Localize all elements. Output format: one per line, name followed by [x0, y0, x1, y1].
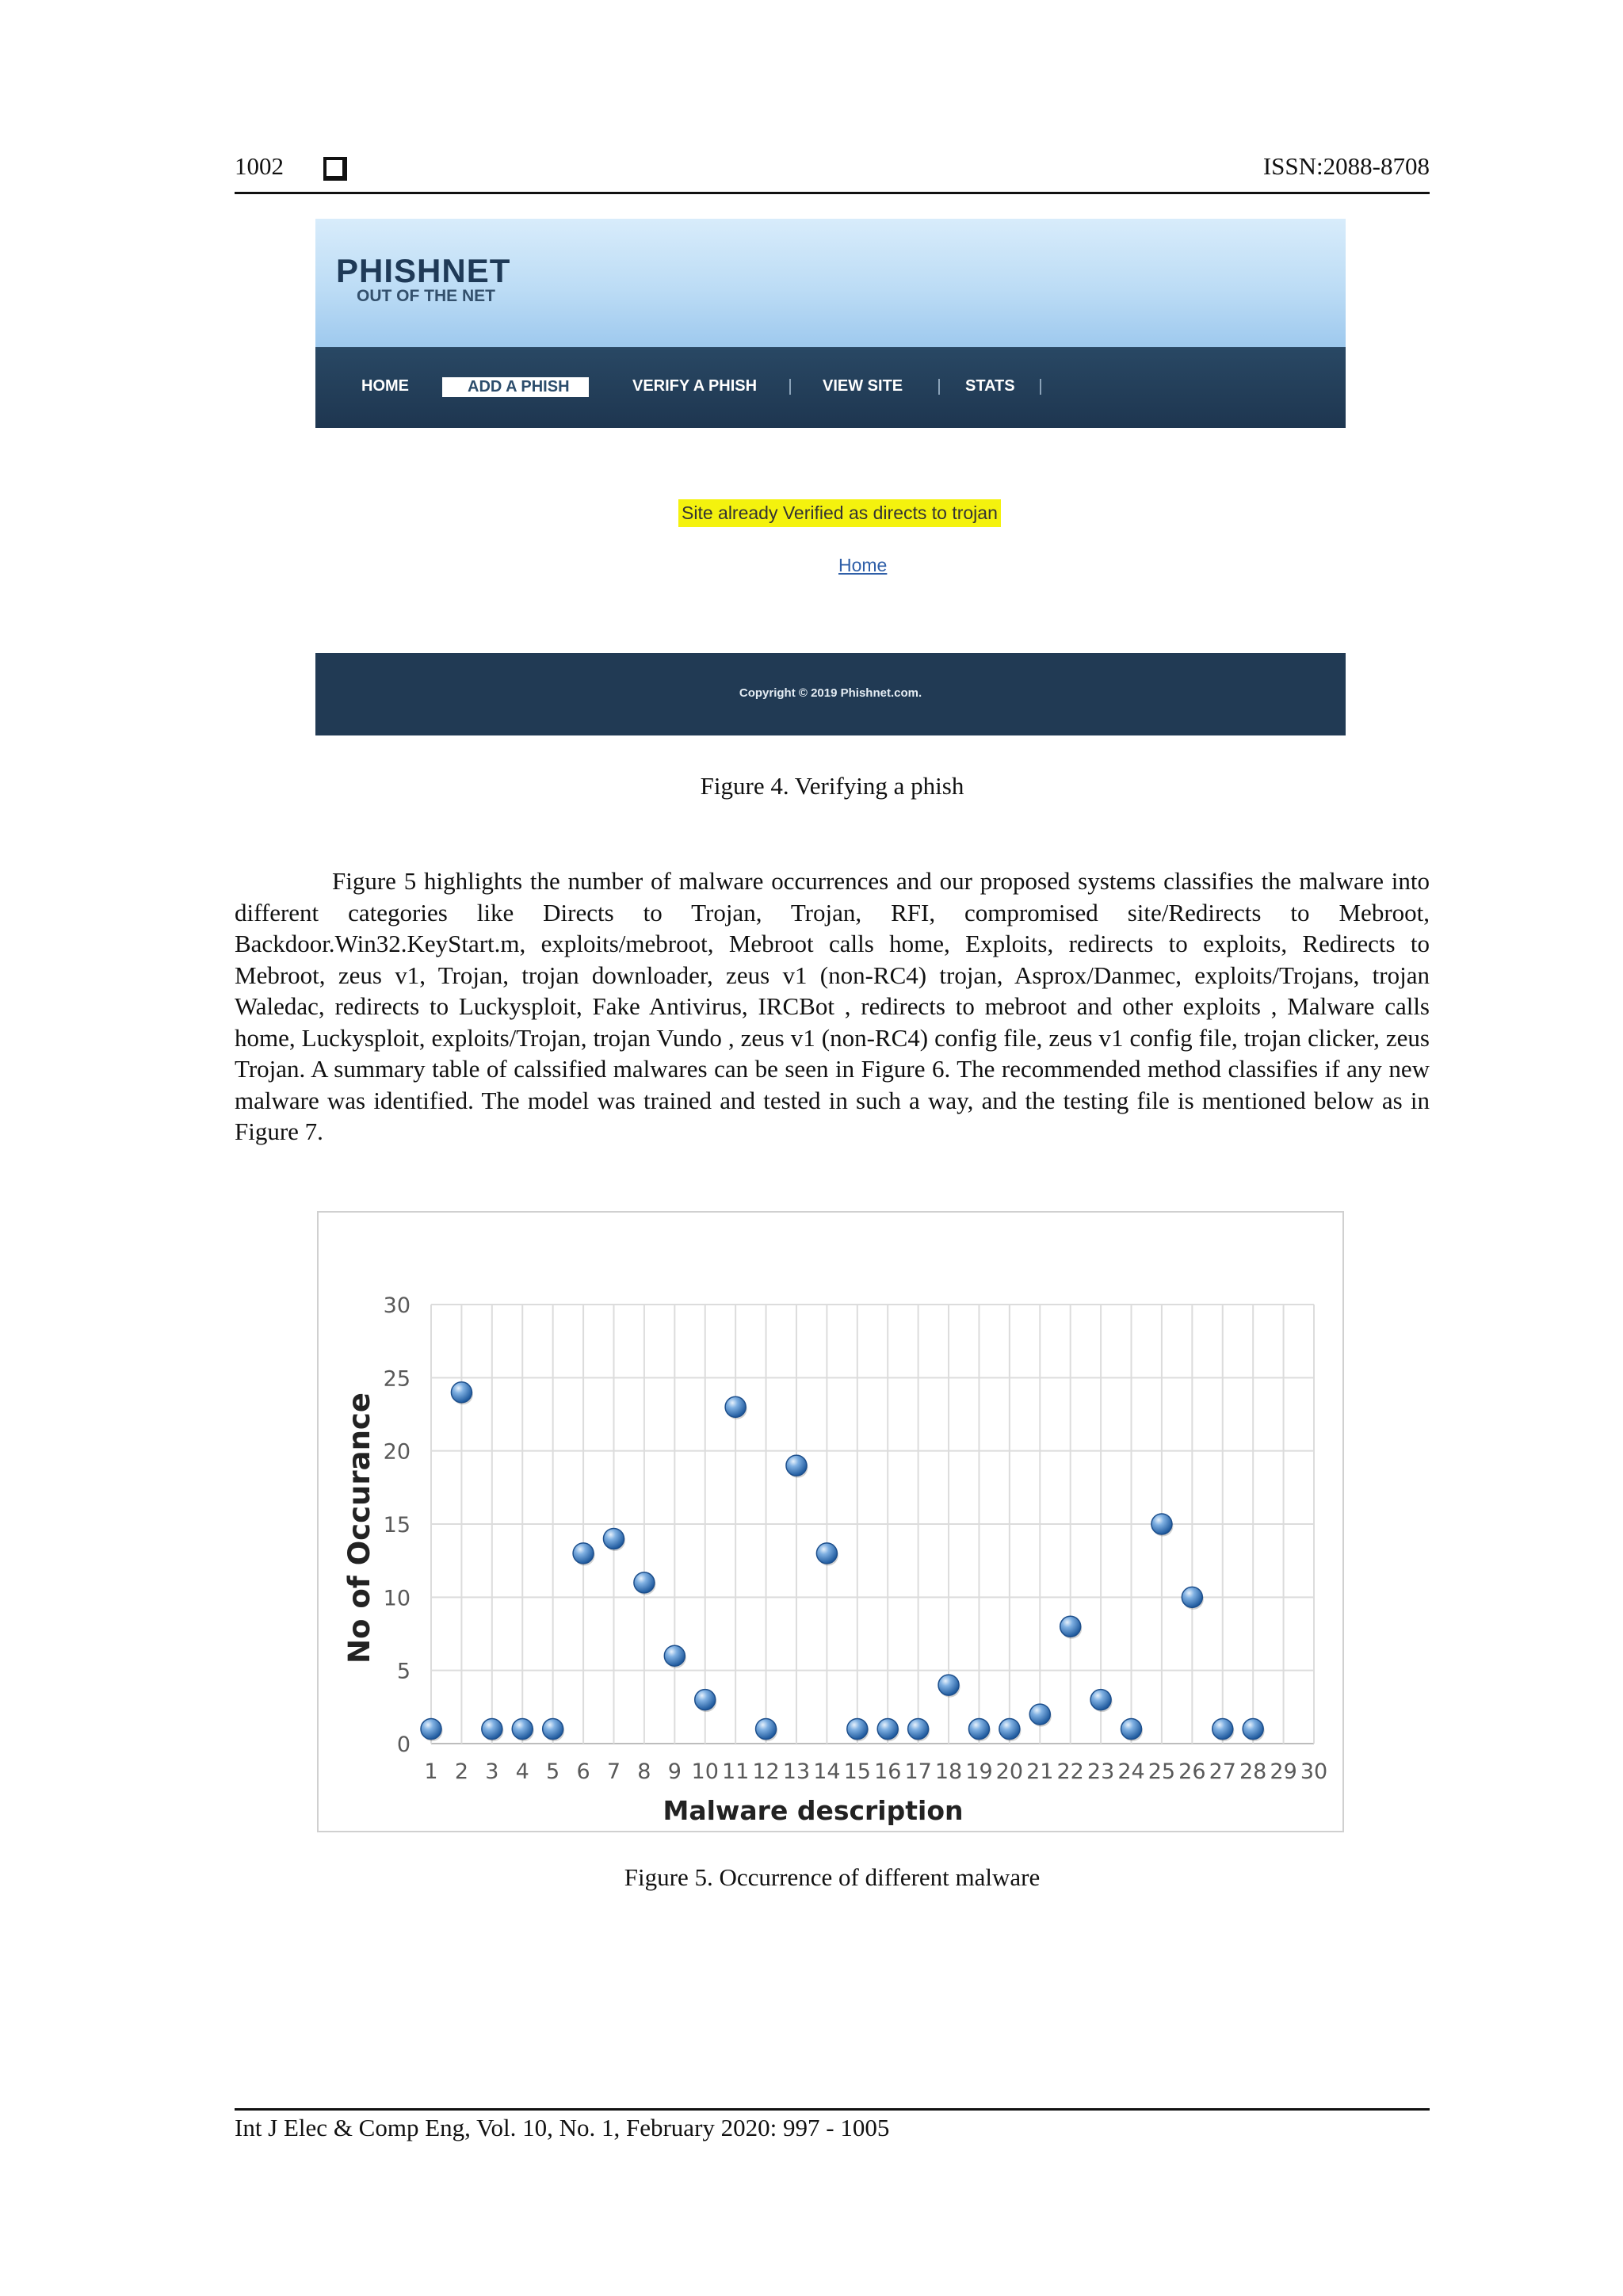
data-point — [1212, 1719, 1233, 1740]
data-point — [451, 1382, 472, 1403]
x-tick-label: 21 — [1026, 1759, 1054, 1784]
data-point — [1121, 1719, 1142, 1740]
y-tick-label: 5 — [396, 1659, 411, 1684]
x-tick-label: 28 — [1239, 1759, 1267, 1784]
data-point — [938, 1675, 959, 1695]
home-link[interactable]: Home — [838, 555, 888, 575]
y-tick-label: 20 — [383, 1439, 411, 1465]
y-tick-label: 25 — [383, 1366, 411, 1392]
x-tick-label: 27 — [1209, 1759, 1236, 1784]
x-tick-label: 8 — [637, 1759, 651, 1784]
data-point — [756, 1719, 777, 1740]
nav-stats[interactable]: STATS — [965, 377, 1015, 395]
data-point — [877, 1719, 898, 1740]
nav-separator — [1040, 379, 1041, 395]
data-point — [664, 1645, 685, 1666]
x-tick-label: 11 — [721, 1759, 750, 1784]
data-point — [512, 1719, 533, 1740]
x-tick-label: 18 — [934, 1759, 963, 1784]
site-tagline: OUT OF THE NET — [357, 287, 495, 305]
figure-4-screenshot — [315, 219, 1346, 735]
data-point — [1243, 1719, 1263, 1740]
data-point — [695, 1690, 716, 1710]
data-point — [908, 1719, 929, 1740]
y-tick-label: 30 — [383, 1293, 411, 1318]
x-tick-label: 2 — [454, 1759, 469, 1784]
footer-rule — [235, 2108, 1430, 2111]
data-point — [543, 1719, 563, 1740]
nav-verify-a-phish[interactable]: VERIFY A PHISH — [632, 377, 758, 395]
data-point — [1060, 1616, 1081, 1637]
data-point — [1090, 1690, 1111, 1710]
site-copyright: Copyright © 2019 Phishnet.com. — [739, 686, 922, 700]
site-footer — [315, 653, 1346, 735]
x-tick-label: 12 — [752, 1759, 780, 1784]
data-point — [1151, 1514, 1172, 1534]
x-tick-label: 10 — [691, 1759, 719, 1784]
x-tick-label: 4 — [515, 1759, 529, 1784]
y-axis-label: No of Occurance — [342, 1392, 376, 1664]
x-tick-label: 14 — [813, 1759, 841, 1784]
data-point — [816, 1543, 837, 1564]
x-axis-label: Malware description — [663, 1795, 964, 1826]
x-tick-label: 17 — [904, 1759, 932, 1784]
data-point — [847, 1719, 868, 1740]
x-tick-label: 29 — [1270, 1759, 1297, 1784]
x-tick-label: 23 — [1086, 1759, 1115, 1784]
x-tick-label: 30 — [1300, 1759, 1328, 1784]
x-tick-label: 16 — [874, 1759, 902, 1784]
x-tick-label: 26 — [1178, 1759, 1206, 1784]
nav-add-a-phish[interactable]: ADD A PHISH — [442, 377, 589, 397]
nav-home[interactable]: HOME — [361, 377, 409, 395]
y-tick-label: 10 — [383, 1586, 411, 1611]
x-tick-label: 20 — [995, 1759, 1024, 1784]
data-point — [968, 1719, 989, 1740]
data-point — [1182, 1587, 1202, 1607]
x-tick-label: 15 — [843, 1759, 871, 1784]
data-point — [603, 1528, 624, 1549]
data-point — [573, 1543, 594, 1564]
data-point — [999, 1719, 1020, 1740]
x-tick-label: 22 — [1056, 1759, 1084, 1784]
x-tick-label: 9 — [667, 1759, 682, 1784]
data-point — [421, 1719, 441, 1740]
figure-5-caption: Figure 5. Occurrence of different malware — [624, 1863, 1041, 1891]
y-tick-label: 0 — [396, 1733, 411, 1757]
verification-message: Site already Verified as directs to trojan — [678, 499, 1001, 527]
issn: ISSN:2088-8708 — [1262, 152, 1430, 180]
x-tick-label: 1 — [424, 1759, 438, 1784]
data-point — [786, 1455, 807, 1476]
page-number: 1002 — [235, 152, 284, 180]
page-header — [235, 152, 1430, 193]
nav-separator — [789, 379, 791, 395]
x-tick-label: 7 — [606, 1759, 621, 1784]
x-tick-label: 24 — [1117, 1759, 1145, 1784]
data-point — [725, 1396, 746, 1417]
figure-4-caption: Figure 4. Verifying a phish — [700, 772, 964, 800]
citation-footer: Int J Elec & Comp Eng, Vol. 10, No. 1, February 2020: 997 - 1005 — [235, 2114, 890, 2141]
nav-view-site[interactable]: VIEW SITE — [823, 377, 903, 395]
figure-5-scatter-chart — [317, 1211, 1344, 1832]
x-tick-label: 25 — [1148, 1759, 1176, 1784]
x-tick-label: 3 — [485, 1759, 499, 1784]
header-rule — [235, 192, 1430, 194]
x-tick-label: 5 — [546, 1759, 560, 1784]
nav-separator — [938, 379, 940, 395]
data-point — [1029, 1704, 1050, 1725]
square-bullet-icon — [323, 157, 347, 181]
data-point — [634, 1572, 655, 1593]
data-point — [482, 1719, 502, 1740]
x-tick-label: 19 — [965, 1759, 993, 1784]
site-logo: PHISHNET — [336, 252, 511, 289]
site-banner — [315, 219, 1346, 347]
x-tick-label: 6 — [576, 1759, 590, 1784]
x-tick-label: 13 — [782, 1759, 811, 1784]
y-tick-label: 15 — [383, 1513, 411, 1538]
site-nav — [315, 347, 1346, 428]
body-paragraph: Figure 5 highlights the number of malware occurrences and our proposed systems classifies the malware into different categories like Directs to Trojan, Trojan, RFI, compromised site/Redirects to Mebroot, Backdoor.Win32.KeyStart.m, exploits/mebroot, Mebroot calls home, Exploits, redirects to exploits, Redirects to Mebroot, zeus v1, Trojan, trojan downloader, zeus v1 (non-RC4) trojan, Asprox/Danmec, exploits/Trojans, trojan Waledac, redirects to Luckysploit, Fake Antivirus, IRCBot , redirects to mebroot and other exploits , Malware calls home, Luckysploit, exploits/Trojan, trojan Vundo , zeus v1 (non-RC4) config file, zeus v1 config file, trojan clicker, zeus Trojan. A summary table of calssified malwares can be seen in Figure 6. The recommended method classifies if any new malware was identified. The model was trained and tested in such a way, and the testing file is mentioned below as in Figure 7. — [235, 867, 1430, 1145]
